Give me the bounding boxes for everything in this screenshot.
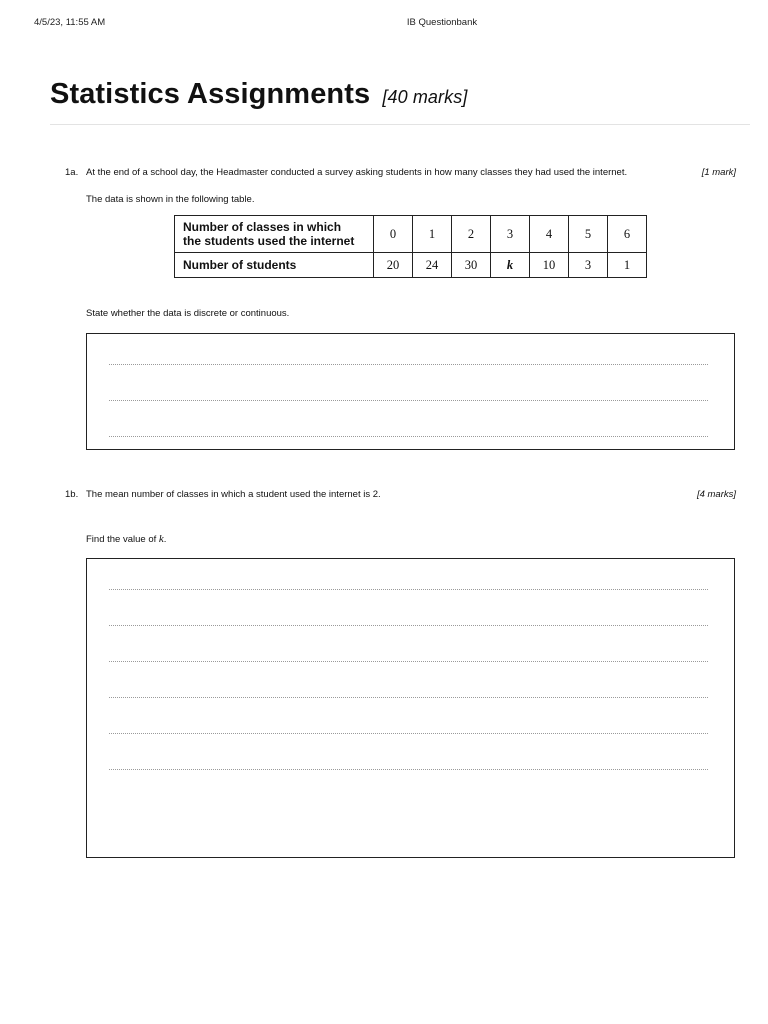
table-cell: 2 <box>452 216 491 253</box>
q1a-marks: [1 mark] <box>701 167 736 178</box>
q1b-prompt-suffix: . <box>163 534 167 545</box>
q1a-answer-box[interactable] <box>86 333 735 450</box>
answer-line <box>109 733 708 734</box>
table-cell: 6 <box>608 216 647 253</box>
answer-line <box>109 769 708 770</box>
q1b-prompt-variable: k <box>158 533 164 545</box>
table-cell: 20 <box>374 253 413 278</box>
q1b-text: The mean number of classes in which a student used the internet is 2. <box>86 489 381 500</box>
table-row-header-classes <box>175 216 374 253</box>
table-cell-unknown: k <box>491 253 530 278</box>
q1b-prompt <box>86 533 166 545</box>
page-title <box>50 78 467 111</box>
total-marks: [40 marks] <box>382 87 468 107</box>
table-row-header-students: Number of students <box>175 253 374 278</box>
table-cell: 10 <box>530 253 569 278</box>
table-row-classes <box>175 216 647 253</box>
data-table <box>174 215 647 278</box>
table-cell: 5 <box>569 216 608 253</box>
q1a-prompt: State whether the data is discrete or continuous. <box>86 308 290 319</box>
page-title-text: Statistics Assignments <box>50 78 371 110</box>
row-header-line1: Number of classes in which <box>183 220 342 234</box>
answer-line <box>109 697 708 698</box>
q1a-text: At the end of a school day, the Headmaster conducted a survey asking students in how many classes they had used the internet. <box>86 167 628 178</box>
q1b-number: 1b. <box>65 489 79 500</box>
print-header <box>0 17 768 31</box>
answer-line <box>109 589 708 590</box>
table-cell: 1 <box>413 216 452 253</box>
table-cell: 24 <box>413 253 452 278</box>
q1b-marks: [4 marks] <box>696 489 736 500</box>
print-source: IB Questionbank <box>406 17 478 28</box>
q1a-intro: The data is shown in the following table. <box>86 194 255 205</box>
table-cell: 30 <box>452 253 491 278</box>
answer-line <box>109 364 708 365</box>
table-row-students <box>175 253 647 278</box>
table-cell: 3 <box>569 253 608 278</box>
q1b-prompt-prefix: Find the value of <box>86 534 159 545</box>
table-cell: 4 <box>530 216 569 253</box>
q1a-number: 1a. <box>65 167 79 178</box>
answer-line <box>109 436 708 437</box>
answer-line <box>109 625 708 626</box>
answer-line <box>109 400 708 401</box>
table-cell: 3 <box>491 216 530 253</box>
title-divider <box>50 124 750 125</box>
q1b-answer-box[interactable] <box>86 558 735 858</box>
table-cell: 1 <box>608 253 647 278</box>
answer-line <box>109 661 708 662</box>
table-cell: 0 <box>374 216 413 253</box>
print-timestamp: 4/5/23, 11:55 AM <box>34 17 106 28</box>
row-header-line2: the students used the internet <box>183 234 355 248</box>
